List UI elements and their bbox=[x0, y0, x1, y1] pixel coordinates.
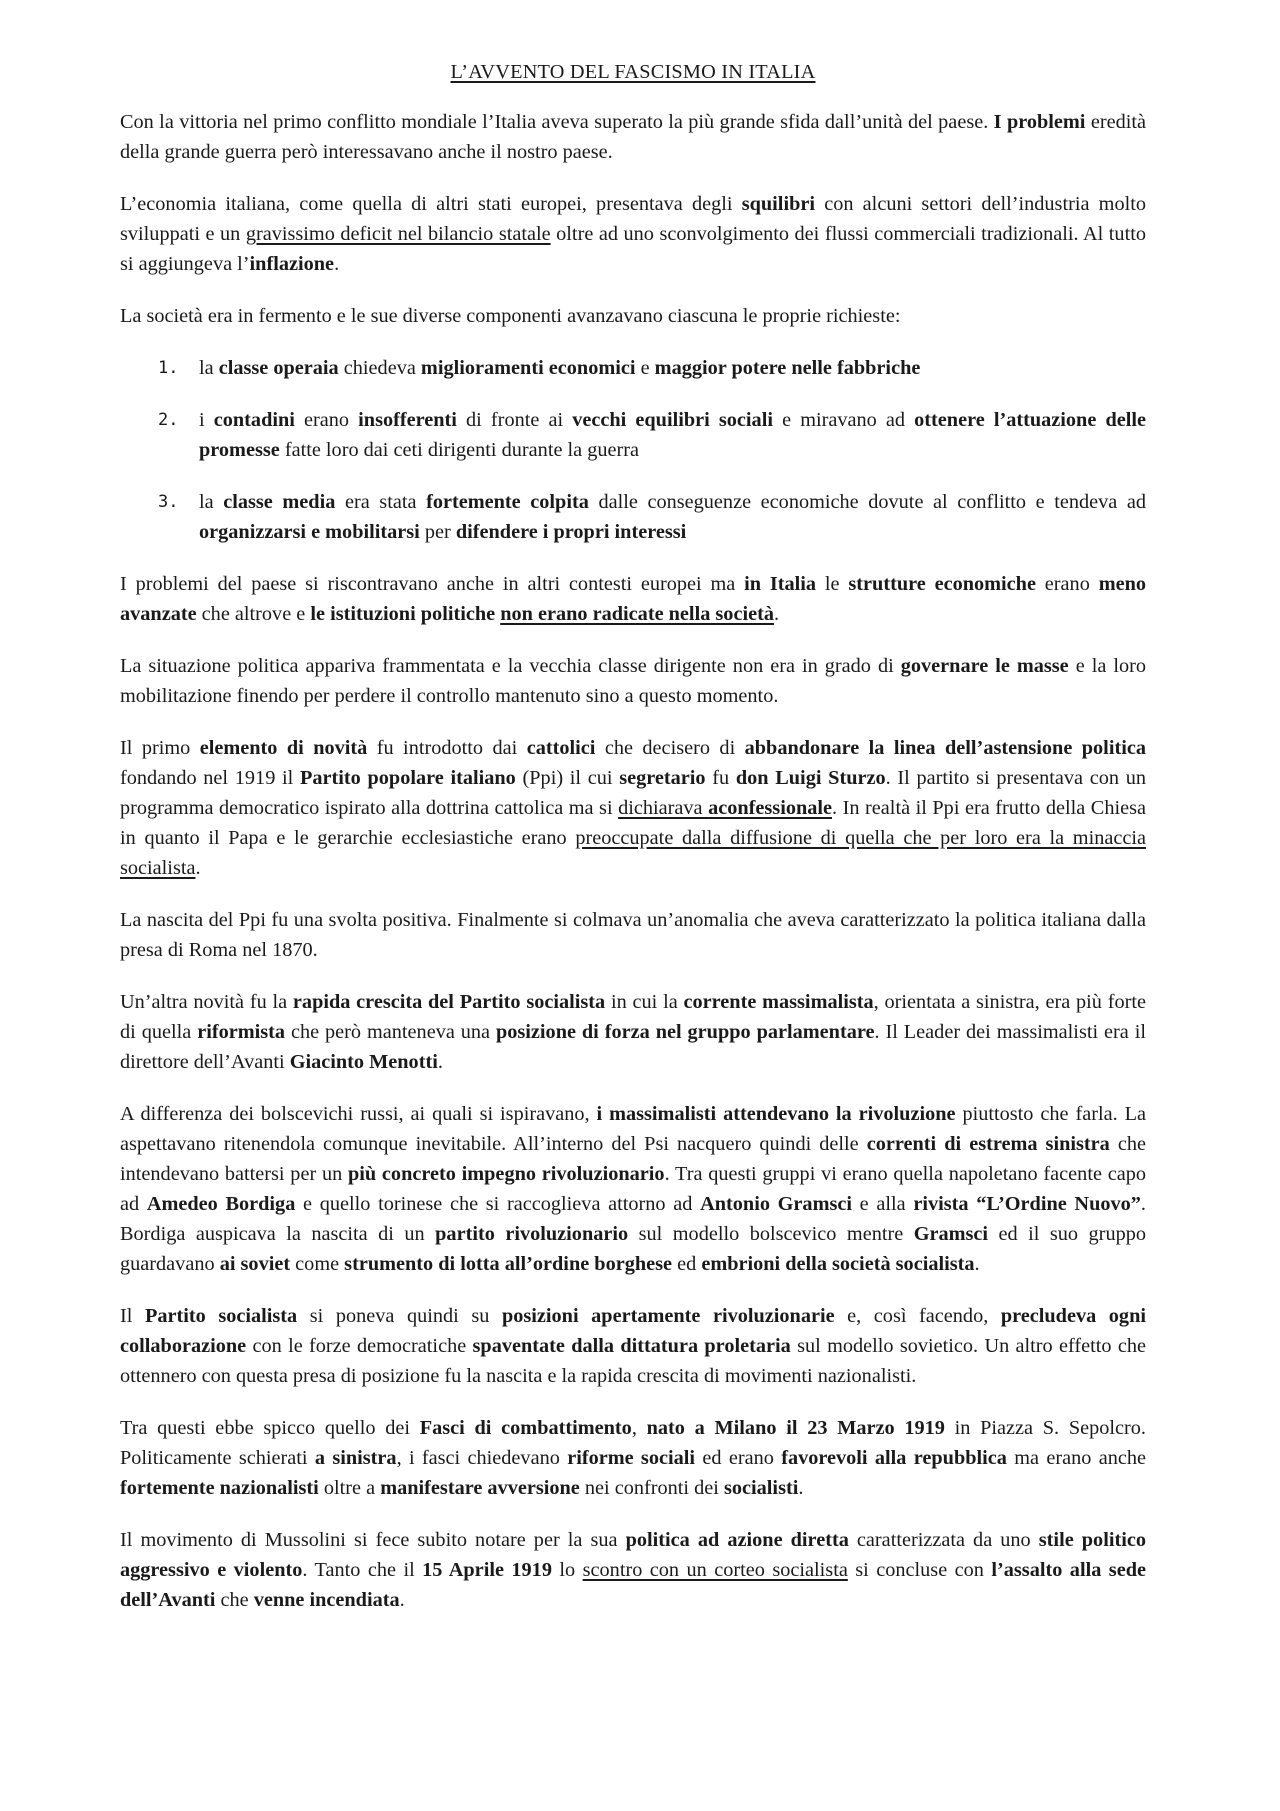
text-run: . Il partito si presentava con un programma democratico ispirato alla dottrina cattolica ma si bbox=[120, 767, 1146, 819]
text-run: classe media bbox=[223, 491, 336, 513]
text-run: l’assalto alla sede dell’Avanti bbox=[120, 1559, 1146, 1611]
text-run: squilibri bbox=[741, 193, 815, 215]
paragraph-7 bbox=[120, 905, 1146, 965]
text-run: miglioramenti economici bbox=[420, 357, 636, 379]
text-run: Giacinto Menotti bbox=[289, 1051, 438, 1073]
text-run: e, così facendo, bbox=[834, 1305, 1001, 1327]
text-run: La situazione politica appariva frammentata e la vecchia classe dirigente non era in grado di bbox=[120, 655, 901, 677]
text-run: si concluse con bbox=[847, 1559, 992, 1581]
text-run: I problemi del paese si riscontravano anche in altri contesti europei ma bbox=[120, 573, 745, 595]
list-number: 2. bbox=[158, 410, 179, 430]
text-run: favorevoli alla repubblica bbox=[781, 1447, 1007, 1469]
text-run: dichiarava bbox=[618, 797, 709, 819]
list-number: 3. bbox=[158, 492, 179, 512]
text-run: per bbox=[419, 521, 456, 543]
text-run: . bbox=[773, 603, 780, 625]
text-run: strumento di lotta all’ordine borghese bbox=[344, 1253, 673, 1275]
text-run: fortemente nazionalisti bbox=[120, 1477, 319, 1499]
text-run: , orientata a sinistra, era più forte di quella bbox=[120, 991, 1146, 1043]
text-run: riformista bbox=[197, 1021, 286, 1043]
text-run: era stata bbox=[335, 491, 427, 513]
text-run: governare le masse bbox=[900, 655, 1069, 677]
text-run: Il bbox=[120, 1305, 145, 1327]
text-run: . Tanto che il bbox=[302, 1559, 423, 1581]
text-run: ai soviet bbox=[219, 1253, 291, 1275]
text-run: . bbox=[437, 1051, 443, 1073]
paragraph-6 bbox=[120, 733, 1146, 883]
text-run: vecchi equilibri sociali bbox=[572, 409, 773, 431]
text-run: manifestare avversione bbox=[380, 1477, 580, 1499]
text-run: oltre a bbox=[318, 1477, 381, 1499]
text-run: erano bbox=[1035, 573, 1099, 595]
text-run: meno avanzate bbox=[120, 573, 1147, 625]
text-run: che intendevano battersi per un bbox=[120, 1133, 1146, 1185]
text-run: i massimalisti attendevano la rivoluzione bbox=[596, 1103, 956, 1125]
text-run: I problemi bbox=[993, 111, 1086, 133]
text-run: partito rivoluzionario bbox=[435, 1223, 629, 1245]
text-run: più concreto impegno rivoluzionario bbox=[347, 1163, 665, 1185]
list-number: 1. bbox=[158, 358, 179, 378]
text-run: e quello torinese che si raccoglieva attorno ad bbox=[295, 1193, 701, 1215]
paragraph-3 bbox=[120, 301, 1146, 331]
text-run: . bbox=[399, 1589, 405, 1611]
text-run: aconfessionale bbox=[708, 797, 833, 819]
text-run: e miravano ad bbox=[772, 409, 915, 431]
text-run: inflazione bbox=[249, 253, 335, 275]
text-run: . Tra questi gruppi vi erano quella napoletano facente capo ad bbox=[120, 1163, 1146, 1215]
text-run: organizzarsi e mobilitarsi bbox=[199, 521, 420, 543]
text-run: sul modello bolscevico mentre bbox=[628, 1223, 914, 1245]
text-run: classe operaia bbox=[218, 357, 339, 379]
text-run: Un’altra novità fu la bbox=[120, 991, 293, 1013]
text-run: ma erano anche bbox=[1006, 1447, 1146, 1469]
paragraph-5 bbox=[120, 651, 1146, 711]
text-run: stile politico aggressivo e violento bbox=[120, 1529, 1146, 1581]
text-run: Con la vittoria nel primo conflitto mondiale l’Italia aveva superato la più grande sfida dall’unità del paese. bbox=[120, 111, 994, 133]
text-run: nato a Milano il 23 Marzo 1919 bbox=[646, 1417, 945, 1439]
text-run: maggior potere nelle fabbriche bbox=[654, 357, 921, 379]
text-run: gravissimo deficit nel bilancio statale bbox=[245, 223, 551, 245]
text-run: Tra questi ebbe spicco quello dei bbox=[120, 1417, 420, 1439]
text-run: sul modello sovietico. Un altro effetto che ottennero con questa presa di posizione fu la nascita e la rapida crescita di movimenti nazionalisti. bbox=[120, 1335, 1147, 1387]
paragraph-2 bbox=[120, 189, 1146, 279]
text-run: non erano radicate nella società bbox=[500, 603, 774, 625]
text-run: scontro con un corteo socialista bbox=[582, 1559, 848, 1581]
text-run: si poneva quindi su bbox=[297, 1305, 502, 1327]
text-run: con alcuni settori dell’industria molto sviluppati e un bbox=[120, 193, 1146, 245]
text-run: contadini bbox=[213, 409, 295, 431]
text-run: strutture economiche bbox=[848, 573, 1036, 595]
text-run: fu introdotto dai bbox=[367, 737, 527, 759]
text-run: corrente massimalista bbox=[683, 991, 874, 1013]
text-run: , bbox=[631, 1417, 647, 1439]
text-run: posizione di forza nel gruppo parlamentare bbox=[495, 1021, 875, 1043]
text-run: L’economia italiana, come quella di altri stati europei, presentava degli bbox=[120, 193, 742, 215]
numbered-list bbox=[120, 353, 1146, 547]
text-run: la bbox=[199, 491, 224, 513]
text-run: preoccupate dalla diffusione di quella che per loro era la minaccia socialista bbox=[120, 827, 1146, 879]
text-run: . Il Leader dei massimalisti era il direttore dell’Avanti bbox=[120, 1021, 1146, 1073]
text-run: come bbox=[290, 1253, 345, 1275]
text-run: socialisti bbox=[723, 1477, 799, 1499]
text-run: abbandonare la linea dell’astensione politica bbox=[744, 737, 1146, 759]
text-run: e bbox=[635, 357, 655, 379]
text-run: segretario bbox=[619, 767, 706, 789]
text-run: Gramsci bbox=[913, 1223, 989, 1245]
text-run: (Ppi) il cui bbox=[515, 767, 620, 789]
text-run: cattolici bbox=[526, 737, 596, 759]
text-run: eredità della grande guerra però interessavano anche il nostro paese. bbox=[120, 111, 1147, 163]
text-run: rivista “L’Ordine Nuovo” bbox=[913, 1193, 1141, 1215]
text-run: embrioni della società socialista bbox=[701, 1253, 975, 1275]
paragraph-10 bbox=[120, 1301, 1146, 1391]
text-run: riforme sociali bbox=[567, 1447, 696, 1469]
text-run: le istituzioni politiche bbox=[310, 603, 501, 625]
text-run: ed il suo gruppo guardavano bbox=[120, 1223, 1147, 1275]
paragraph-11 bbox=[120, 1413, 1146, 1503]
text-run: che bbox=[215, 1589, 254, 1611]
text-run: elemento di novità bbox=[199, 737, 368, 759]
text-run: fatte loro dai ceti dirigenti durante la guerra bbox=[279, 439, 640, 461]
text-run: piuttosto che farla. La aspettavano ritenendola comunque inevitabile. All’interno del Psi nacquero quindi delle bbox=[120, 1103, 1146, 1155]
text-run: spaventate dalla dittatura proletaria bbox=[472, 1335, 791, 1357]
text-run: erano bbox=[294, 409, 359, 431]
paragraph-4 bbox=[120, 569, 1146, 629]
text-run: le bbox=[816, 573, 849, 595]
text-run: ed erano bbox=[695, 1447, 782, 1469]
text-run: . bbox=[974, 1253, 980, 1275]
text-run: Fasci di combattimento bbox=[419, 1417, 632, 1439]
text-run: . In realtà il Ppi era frutto della Chiesa in quanto il Papa e le gerarchie ecclesiastiche erano bbox=[120, 797, 1146, 849]
text-run: . bbox=[334, 253, 340, 275]
text-run: a sinistra bbox=[314, 1447, 397, 1469]
list-item-text bbox=[199, 357, 920, 379]
text-run: La società era in fermento e le sue diverse componenti avanzavano ciascuna le proprie richieste: bbox=[120, 305, 901, 327]
text-run: Il primo bbox=[120, 737, 200, 759]
text-run: che altrove e bbox=[196, 603, 311, 625]
text-run: posizioni apertamente rivoluzionarie bbox=[501, 1305, 835, 1327]
text-run: lo bbox=[551, 1559, 583, 1581]
text-run: 15 Aprile 1919 bbox=[422, 1559, 552, 1581]
list-item-text bbox=[199, 409, 1146, 461]
text-run: in Italia bbox=[744, 573, 817, 595]
text-run: e la loro mobilitazione finendo per perdere il controllo mantenuto sino a questo momento. bbox=[120, 655, 1146, 707]
text-run: chiedeva bbox=[338, 357, 421, 379]
paragraph-8 bbox=[120, 987, 1146, 1077]
text-run: . bbox=[798, 1477, 804, 1499]
text-run: ottenere l’attuazione delle promesse bbox=[199, 409, 1146, 461]
text-run: nei confronti dei bbox=[579, 1477, 724, 1499]
text-run: Antonio Gramsci bbox=[700, 1193, 852, 1215]
text-run: Partito popolare italiano bbox=[300, 767, 516, 789]
text-run: precludeva ogni collaborazione bbox=[120, 1305, 1146, 1357]
text-run: dalle conseguenze economiche dovute al conflitto e tendeva ad bbox=[588, 491, 1146, 513]
text-run: che decisero di bbox=[595, 737, 745, 759]
text-run: e alla bbox=[852, 1193, 914, 1215]
text-run: fu bbox=[705, 767, 736, 789]
text-run: . Bordiga auspicava la nascita di un bbox=[120, 1193, 1146, 1245]
text-run: Partito socialista bbox=[144, 1305, 298, 1327]
text-run: la bbox=[199, 357, 219, 379]
text-run: politica ad azione diretta bbox=[625, 1529, 849, 1551]
text-run: in cui la bbox=[605, 991, 684, 1013]
text-run: insofferenti bbox=[358, 409, 457, 431]
paragraph-1 bbox=[120, 107, 1146, 167]
text-run: correnti di estrema sinistra bbox=[866, 1133, 1110, 1155]
text-run: oltre ad uno sconvolgimento dei flussi commerciali tradizionali. Al tutto si aggiungeva l’ bbox=[120, 223, 1146, 275]
text-run: di fronte ai bbox=[456, 409, 573, 431]
paragraph-12 bbox=[120, 1525, 1146, 1615]
list-item-text bbox=[199, 491, 1146, 543]
text-run: fortemente colpita bbox=[426, 491, 589, 513]
text-run: che però manteneva una bbox=[285, 1021, 496, 1043]
list-item bbox=[120, 487, 1146, 547]
text-run: venne incendiata bbox=[253, 1589, 400, 1611]
text-run: con le forze democratiche bbox=[246, 1335, 473, 1357]
text-run: A differenza dei bolscevichi russi, ai quali si ispiravano, bbox=[120, 1103, 597, 1125]
text-run: fondando nel 1919 il bbox=[120, 767, 300, 789]
text-run: Il movimento di Mussolini si fece subito notare per la sua bbox=[120, 1529, 626, 1551]
text-run: caratterizzata da uno bbox=[848, 1529, 1039, 1551]
text-run: , i fasci chiedevano bbox=[396, 1447, 568, 1469]
text-run: . bbox=[195, 857, 201, 879]
text-run: La nascita del Ppi fu una svolta positiva. Finalmente si colmava un’anomalia che aveva caratterizzato la politica italiana dalla presa di Roma nel 1870. bbox=[120, 909, 1146, 961]
text-run: Amedeo Bordiga bbox=[146, 1193, 296, 1215]
list-item bbox=[120, 353, 1146, 383]
text-run: i bbox=[199, 409, 214, 431]
text-run: difendere i propri interessi bbox=[455, 521, 687, 543]
text-run: ed bbox=[672, 1253, 702, 1275]
text-run: in Piazza S. Sepolcro. Politicamente schierati bbox=[120, 1417, 1146, 1469]
document-title: L’AVVENTO DEL FASCISMO IN ITALIA bbox=[450, 61, 816, 83]
list-item bbox=[120, 405, 1146, 465]
text-run: rapida crescita del Partito socialista bbox=[292, 991, 606, 1013]
paragraph-9 bbox=[120, 1099, 1146, 1279]
text-run: don Luigi Sturzo bbox=[735, 767, 886, 789]
